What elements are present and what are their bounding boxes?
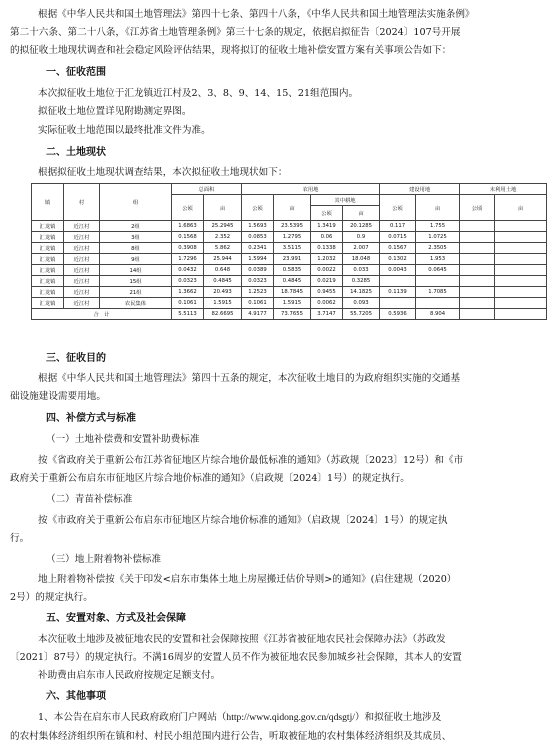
table-cell: 2.007 [343, 243, 380, 254]
table-cell: 近江村 [64, 232, 100, 243]
section-4-heading: 四、补偿方式与标准 [46, 413, 136, 424]
table-cell: 1.755 [416, 221, 460, 232]
table-cell: 55.7205 [343, 309, 380, 320]
section-4-1-para-a: 按《省政府关于重新公布江苏省征地区片综合地价最低标准的通知》（苏政规〔2023〕12号）和《市 [38, 455, 464, 466]
table-cell: 3.5115 [274, 243, 311, 254]
table-cell: 15组 [100, 276, 172, 287]
table-cell: 4.9177 [242, 309, 274, 320]
section-6-heading: 六、其他事项 [46, 691, 106, 702]
table-row [32, 232, 547, 243]
table-cell: 0.5835 [274, 265, 311, 276]
table-cell [495, 254, 547, 265]
subsection-4-3: （三）地上附着物补偿标准 [46, 554, 162, 565]
table-cell: 18.7845 [274, 287, 311, 298]
table-cell: 1.5915 [204, 298, 242, 309]
section-6-para-1 [38, 711, 548, 725]
table-cell [380, 298, 416, 309]
unit-hectare: 公顷 [242, 195, 274, 221]
table-cell: 0.117 [380, 221, 416, 232]
table-cell [460, 309, 495, 320]
table-cell [460, 287, 495, 298]
table-cell: 近江村 [64, 265, 100, 276]
table-cell: 1.6863 [172, 221, 204, 232]
table-row [32, 265, 547, 276]
unit-mu: 亩 [204, 195, 242, 221]
table-cell: 汇龙镇 [32, 232, 64, 243]
table-cell: 近江村 [64, 254, 100, 265]
table-cell: 0.9455 [311, 287, 343, 298]
table-cell: 5.5113 [172, 309, 204, 320]
table-cell: 0.0219 [311, 276, 343, 287]
table-cell: 0.3908 [172, 243, 204, 254]
table-row [32, 287, 547, 298]
table-cell: 0.2341 [242, 243, 274, 254]
section-6-para-2: 的农村集体经济组织所在镇和村、村民小组范围内进行公告，听取被征地的农村集体经济组织及其成员、 [10, 731, 452, 742]
header-total-area: 总面积 [172, 184, 242, 195]
table-cell [495, 276, 547, 287]
table-cell: 2.3505 [416, 243, 460, 254]
section-1-para-1: 本次拟征收土地位于汇龙镇近江村及2、3、8、9、14、15、21组范围内。 [38, 88, 359, 99]
table-cell: 0.1061 [172, 298, 204, 309]
section-6-para-1-start: 1、本公告在启东市人民政府政府门户网站（ [38, 712, 227, 723]
table-cell: 近江村 [64, 287, 100, 298]
subsection-4-2: （二）青苗补偿标准 [46, 494, 133, 505]
table-cell: 近江村 [64, 243, 100, 254]
table-cell: 18.048 [343, 254, 380, 265]
table-row [32, 276, 547, 287]
land-status-table [31, 183, 547, 320]
table-cell: 0.3285 [343, 276, 380, 287]
table-cell [416, 276, 460, 287]
unit-mu: 亩 [416, 195, 460, 221]
unit-hectare: 公顷 [311, 206, 343, 221]
table-cell [416, 298, 460, 309]
table-cell: 0.0432 [172, 265, 204, 276]
total-label: 合 计 [32, 309, 172, 320]
header-agricultural-land: 农用地 [242, 184, 380, 195]
table-cell [460, 276, 495, 287]
table-cell: 20.1285 [343, 221, 380, 232]
header-arable-land: 其中耕地 [311, 195, 380, 206]
table-cell: 汇龙镇 [32, 298, 64, 309]
table-cell [495, 232, 547, 243]
table-cell: 1.0725 [416, 232, 460, 243]
table-cell: 汇龙镇 [32, 243, 64, 254]
table-row [32, 221, 547, 232]
table-cell: 0.033 [343, 265, 380, 276]
table-cell: 1.3419 [311, 221, 343, 232]
section-4-3-para-b: 2号）的规定执行。 [10, 592, 93, 603]
table-cell: 82.6695 [204, 309, 242, 320]
table-cell: 20.493 [204, 287, 242, 298]
section-2-para-1: 根据拟征收土地现状调查结果，本次拟征收土地现状如下： [38, 167, 288, 178]
table-cell: 73.7655 [274, 309, 311, 320]
header-unused-land: 未利用土地 [460, 184, 547, 195]
table-cell: 1.5994 [242, 254, 274, 265]
subsection-4-1: （一）土地补偿费和安置补助费标准 [46, 434, 200, 445]
section-1-para-3: 实际征收土地范围以最终批准文件为准。 [38, 125, 211, 136]
table-cell [495, 287, 547, 298]
table-cell: 0.0389 [242, 265, 274, 276]
table-cell: 近江村 [64, 276, 100, 287]
table-cell [495, 298, 547, 309]
table-cell [495, 309, 547, 320]
table-cell: 0.0715 [380, 232, 416, 243]
table-cell: 14.1825 [343, 287, 380, 298]
table-cell: 1.7085 [416, 287, 460, 298]
table-cell: 2.352 [204, 232, 242, 243]
table-cell: 8.904 [416, 309, 460, 320]
section-4-1-para-b: 政府关于重新公布启东市征地区片综合地价标准的通知》（启政规〔2024〕1号）的规定执行。 [10, 473, 410, 484]
unit-mu: 亩 [274, 195, 311, 221]
table-cell [460, 254, 495, 265]
table-cell: 1.2032 [311, 254, 343, 265]
section-5-heading: 五、安置对象、方式及社会保障 [46, 613, 186, 624]
table-cell: 1.7296 [172, 254, 204, 265]
section-4-2-para-a: 按《市政府关于重新公布启东市征地区片综合地价标准的通知》（启政规〔2024〕1号）的规定执 [38, 515, 448, 526]
table-cell: 汇龙镇 [32, 287, 64, 298]
table-cell [495, 221, 547, 232]
section-6-para-1-end: ）和拟征收土地涉及 [354, 712, 442, 723]
unit-hectare: 公顷 [172, 195, 204, 221]
header-group: 组 [100, 184, 172, 221]
table-cell: 0.0022 [311, 265, 343, 276]
intro-line-1: 根据《中华人民共和国土地管理法》第四十七条、第四十八条，《中华人民共和国土地管理法实施条例》 [38, 9, 475, 20]
table-cell [460, 298, 495, 309]
table-cell: 14组 [100, 265, 172, 276]
table-cell [460, 265, 495, 276]
table-cell: 9组 [100, 254, 172, 265]
section-1-para-2: 拟征收土地位置详见附勘测定界图。 [38, 106, 192, 117]
header-town: 镇 [32, 184, 64, 221]
unit-hectare: 公顷 [460, 195, 495, 221]
table-cell: 0.648 [204, 265, 242, 276]
table-cell: 0.1061 [242, 298, 274, 309]
table-cell: 0.9 [343, 232, 380, 243]
table-cell: 汇龙镇 [32, 265, 64, 276]
table-cell [495, 265, 547, 276]
table-cell: 2组 [100, 221, 172, 232]
government-portal-link[interactable]: http://www.qidong.gov.cn/qdsgtj/ [226, 712, 355, 723]
table-cell: 0.0062 [311, 298, 343, 309]
table-cell: 0.0853 [242, 232, 274, 243]
table-cell: 25.2945 [204, 221, 242, 232]
table-cell: 5.862 [204, 243, 242, 254]
table-cell [460, 221, 495, 232]
section-5-para-2: 〔2021〕87号）的规定执行。不满16周岁的安置人员不作为被征地农民参加城乡社会保障，其本人的安置 [10, 652, 462, 663]
section-5-para-1: 本次征收土地涉及被征地农民的安置和社会保障按照《江苏省被征地农民社会保障办法》（苏政发 [38, 634, 446, 645]
table-cell: 1.5915 [274, 298, 311, 309]
intro-line-2: 第二十六条、第二十八条，《江苏省土地管理条例》第三十七条的规定，依据启拟征告〔2024〕107号开展 [10, 27, 461, 38]
table-row [32, 298, 547, 309]
table-cell: 1.2795 [274, 232, 311, 243]
table-cell: 汇龙镇 [32, 254, 64, 265]
table-cell: 1.5693 [242, 221, 274, 232]
table-cell: 0.5936 [380, 309, 416, 320]
unit-mu: 亩 [343, 206, 380, 221]
table-cell: 23.991 [274, 254, 311, 265]
section-1-heading: 一、征收范围 [46, 67, 106, 78]
section-5-para-3: 补助费由启东市人民政府按规定足额支付。 [38, 670, 221, 681]
table-cell: 0.1567 [380, 243, 416, 254]
table-cell: 1.3662 [172, 287, 204, 298]
unit-hectare: 公顷 [380, 195, 416, 221]
section-3-para-2: 础设施建设需要用地。 [10, 391, 106, 402]
section-2-heading: 二、土地现状 [46, 147, 106, 158]
table-cell: 0.0323 [242, 276, 274, 287]
table-cell: 汇龙镇 [32, 221, 64, 232]
table-cell: 0.1302 [380, 254, 416, 265]
table-cell [460, 232, 495, 243]
table-cell: 1.953 [416, 254, 460, 265]
table-cell: 0.4845 [204, 276, 242, 287]
header-construction-land: 建设用地 [380, 184, 460, 195]
unit-mu: 亩 [495, 195, 547, 221]
header-village: 村 [64, 184, 100, 221]
table-row [32, 254, 547, 265]
table-total-row [32, 309, 547, 320]
table-cell [380, 276, 416, 287]
table-cell: 0.0323 [172, 276, 204, 287]
table-cell: 0.4845 [274, 276, 311, 287]
intro-line-3: 的拟征收土地现状调查和社会稳定风险评估结果，现将拟订的征收土地补偿安置方案有关事项公告如下： [10, 45, 452, 56]
table-cell: 0.1338 [311, 243, 343, 254]
table-cell [495, 243, 547, 254]
table-cell [460, 243, 495, 254]
table-cell: 21组 [100, 287, 172, 298]
table-cell: 农民集体 [100, 298, 172, 309]
table-cell: 3组 [100, 232, 172, 243]
table-cell: 0.1139 [380, 287, 416, 298]
table-cell: 23.5395 [274, 221, 311, 232]
table-cell: 3.7147 [311, 309, 343, 320]
table-cell: 0.0645 [416, 265, 460, 276]
table-cell: 0.0043 [380, 265, 416, 276]
section-4-2-para-b: 行。 [10, 533, 30, 544]
table-cell: 0.06 [311, 232, 343, 243]
section-3-heading: 三、征收目的 [46, 353, 106, 364]
table-cell: 0.093 [343, 298, 380, 309]
table-cell: 近江村 [64, 221, 100, 232]
table-cell: 0.1568 [172, 232, 204, 243]
table-cell: 8组 [100, 243, 172, 254]
table-cell: 1.2523 [242, 287, 274, 298]
section-3-para-1: 根据《中华人民共和国土地管理法》第四十五条的规定，本次征收土地目的为政府组织实施的交通基 [38, 373, 461, 384]
table-cell: 25.944 [204, 254, 242, 265]
table-cell: 近江村 [64, 298, 100, 309]
table-cell: 汇龙镇 [32, 276, 64, 287]
section-4-3-para-a: 地上附着物补偿按《关于印发<启东市集体土地上房屋搬迁估价导则>的通知》(启住建规（2020） [38, 574, 457, 585]
table-row [32, 243, 547, 254]
